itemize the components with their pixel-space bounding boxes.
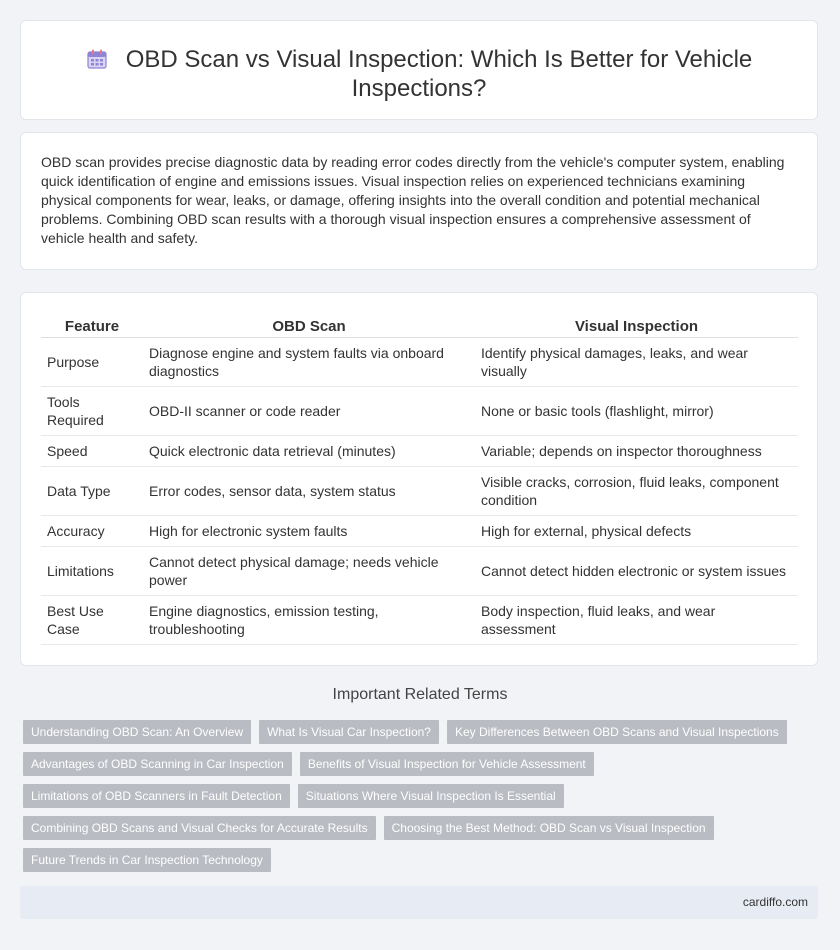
- related-term-tag[interactable]: Understanding OBD Scan: An Overview: [23, 720, 251, 744]
- related-term-tag[interactable]: What Is Visual Car Inspection?: [259, 720, 439, 744]
- feature-cell: Accuracy: [41, 516, 143, 547]
- comparison-card: [20, 292, 818, 666]
- table-header-row: [41, 315, 798, 338]
- obd-cell: Error codes, sensor data, system status: [143, 467, 475, 516]
- feature-cell: Best Use Case: [41, 596, 143, 645]
- intro-text: OBD scan provides precise diagnostic data by reading error codes directly from the vehicle's computer system, enabling quick identification of engine and emissions issues. Visual inspection relies on experienced technicians examining physical components for wear, leaks, or damage, offering insights into the overall condition and potential mechanical problems. Combining OBD scan results with a thorough visual inspection ensures a comprehensive assessment of vehicle health and safety.: [41, 154, 785, 246]
- page-title: [21, 45, 817, 103]
- related-terms-title: Important Related Terms: [332, 686, 508, 703]
- table-row: [41, 387, 798, 436]
- header-card: [20, 20, 818, 120]
- feature-cell: Tools Required: [41, 387, 143, 436]
- feature-cell: Purpose: [41, 338, 143, 387]
- table-row: [41, 547, 798, 596]
- header-visual-inspection: Visual Inspection: [475, 315, 798, 338]
- visual-cell: High for external, physical defects: [475, 516, 798, 547]
- table-row: [41, 596, 798, 645]
- feature-cell: Data Type: [41, 467, 143, 516]
- obd-cell: Cannot detect physical damage; needs vehicle power: [143, 547, 475, 596]
- obd-cell: OBD-II scanner or code reader: [143, 387, 475, 436]
- feature-cell: Limitations: [41, 547, 143, 596]
- table-row: [41, 338, 798, 387]
- intro-card: [20, 132, 818, 270]
- footer: [20, 886, 818, 919]
- related-terms-list: [23, 720, 813, 880]
- related-term-tag[interactable]: Situations Where Visual Inspection Is Essential: [298, 784, 564, 808]
- calendar-icon: [86, 48, 108, 70]
- header-obd-scan: OBD Scan: [143, 315, 475, 338]
- obd-cell: Engine diagnostics, emission testing, troubleshooting: [143, 596, 475, 645]
- visual-cell: Body inspection, fluid leaks, and wear assessment: [475, 596, 798, 645]
- related-term-tag[interactable]: Benefits of Visual Inspection for Vehicle Assessment: [300, 752, 594, 776]
- related-term-tag[interactable]: Future Trends in Car Inspection Technology: [23, 848, 271, 872]
- related-term-tag[interactable]: Key Differences Between OBD Scans and Visual Inspections: [447, 720, 787, 744]
- visual-cell: Identify physical damages, leaks, and wear visually: [475, 338, 798, 387]
- obd-cell: High for electronic system faults: [143, 516, 475, 547]
- table-row: [41, 516, 798, 547]
- visual-cell: Cannot detect hidden electronic or system issues: [475, 547, 798, 596]
- footer-site[interactable]: cardiffo.com: [742, 895, 808, 909]
- feature-cell: Speed: [41, 436, 143, 467]
- related-term-tag[interactable]: Limitations of OBD Scanners in Fault Detection: [23, 784, 290, 808]
- visual-cell: Visible cracks, corrosion, fluid leaks, component condition: [475, 467, 798, 516]
- comparison-table: [41, 315, 798, 645]
- table-row: [41, 467, 798, 516]
- obd-cell: Quick electronic data retrieval (minutes): [143, 436, 475, 467]
- related-term-tag[interactable]: Combining OBD Scans and Visual Checks for Accurate Results: [23, 816, 376, 840]
- related-term-tag[interactable]: Choosing the Best Method: OBD Scan vs Visual Inspection: [384, 816, 714, 840]
- obd-cell: Diagnose engine and system faults via onboard diagnostics: [143, 338, 475, 387]
- related-term-tag[interactable]: Advantages of OBD Scanning in Car Inspection: [23, 752, 292, 776]
- page-title-text: OBD Scan vs Visual Inspection: Which Is Better for Vehicle Inspections?: [125, 46, 753, 102]
- header-feature: Feature: [41, 315, 143, 338]
- table-row: [41, 436, 798, 467]
- visual-cell: None or basic tools (flashlight, mirror): [475, 387, 798, 436]
- visual-cell: Variable; depends on inspector thoroughness: [475, 436, 798, 467]
